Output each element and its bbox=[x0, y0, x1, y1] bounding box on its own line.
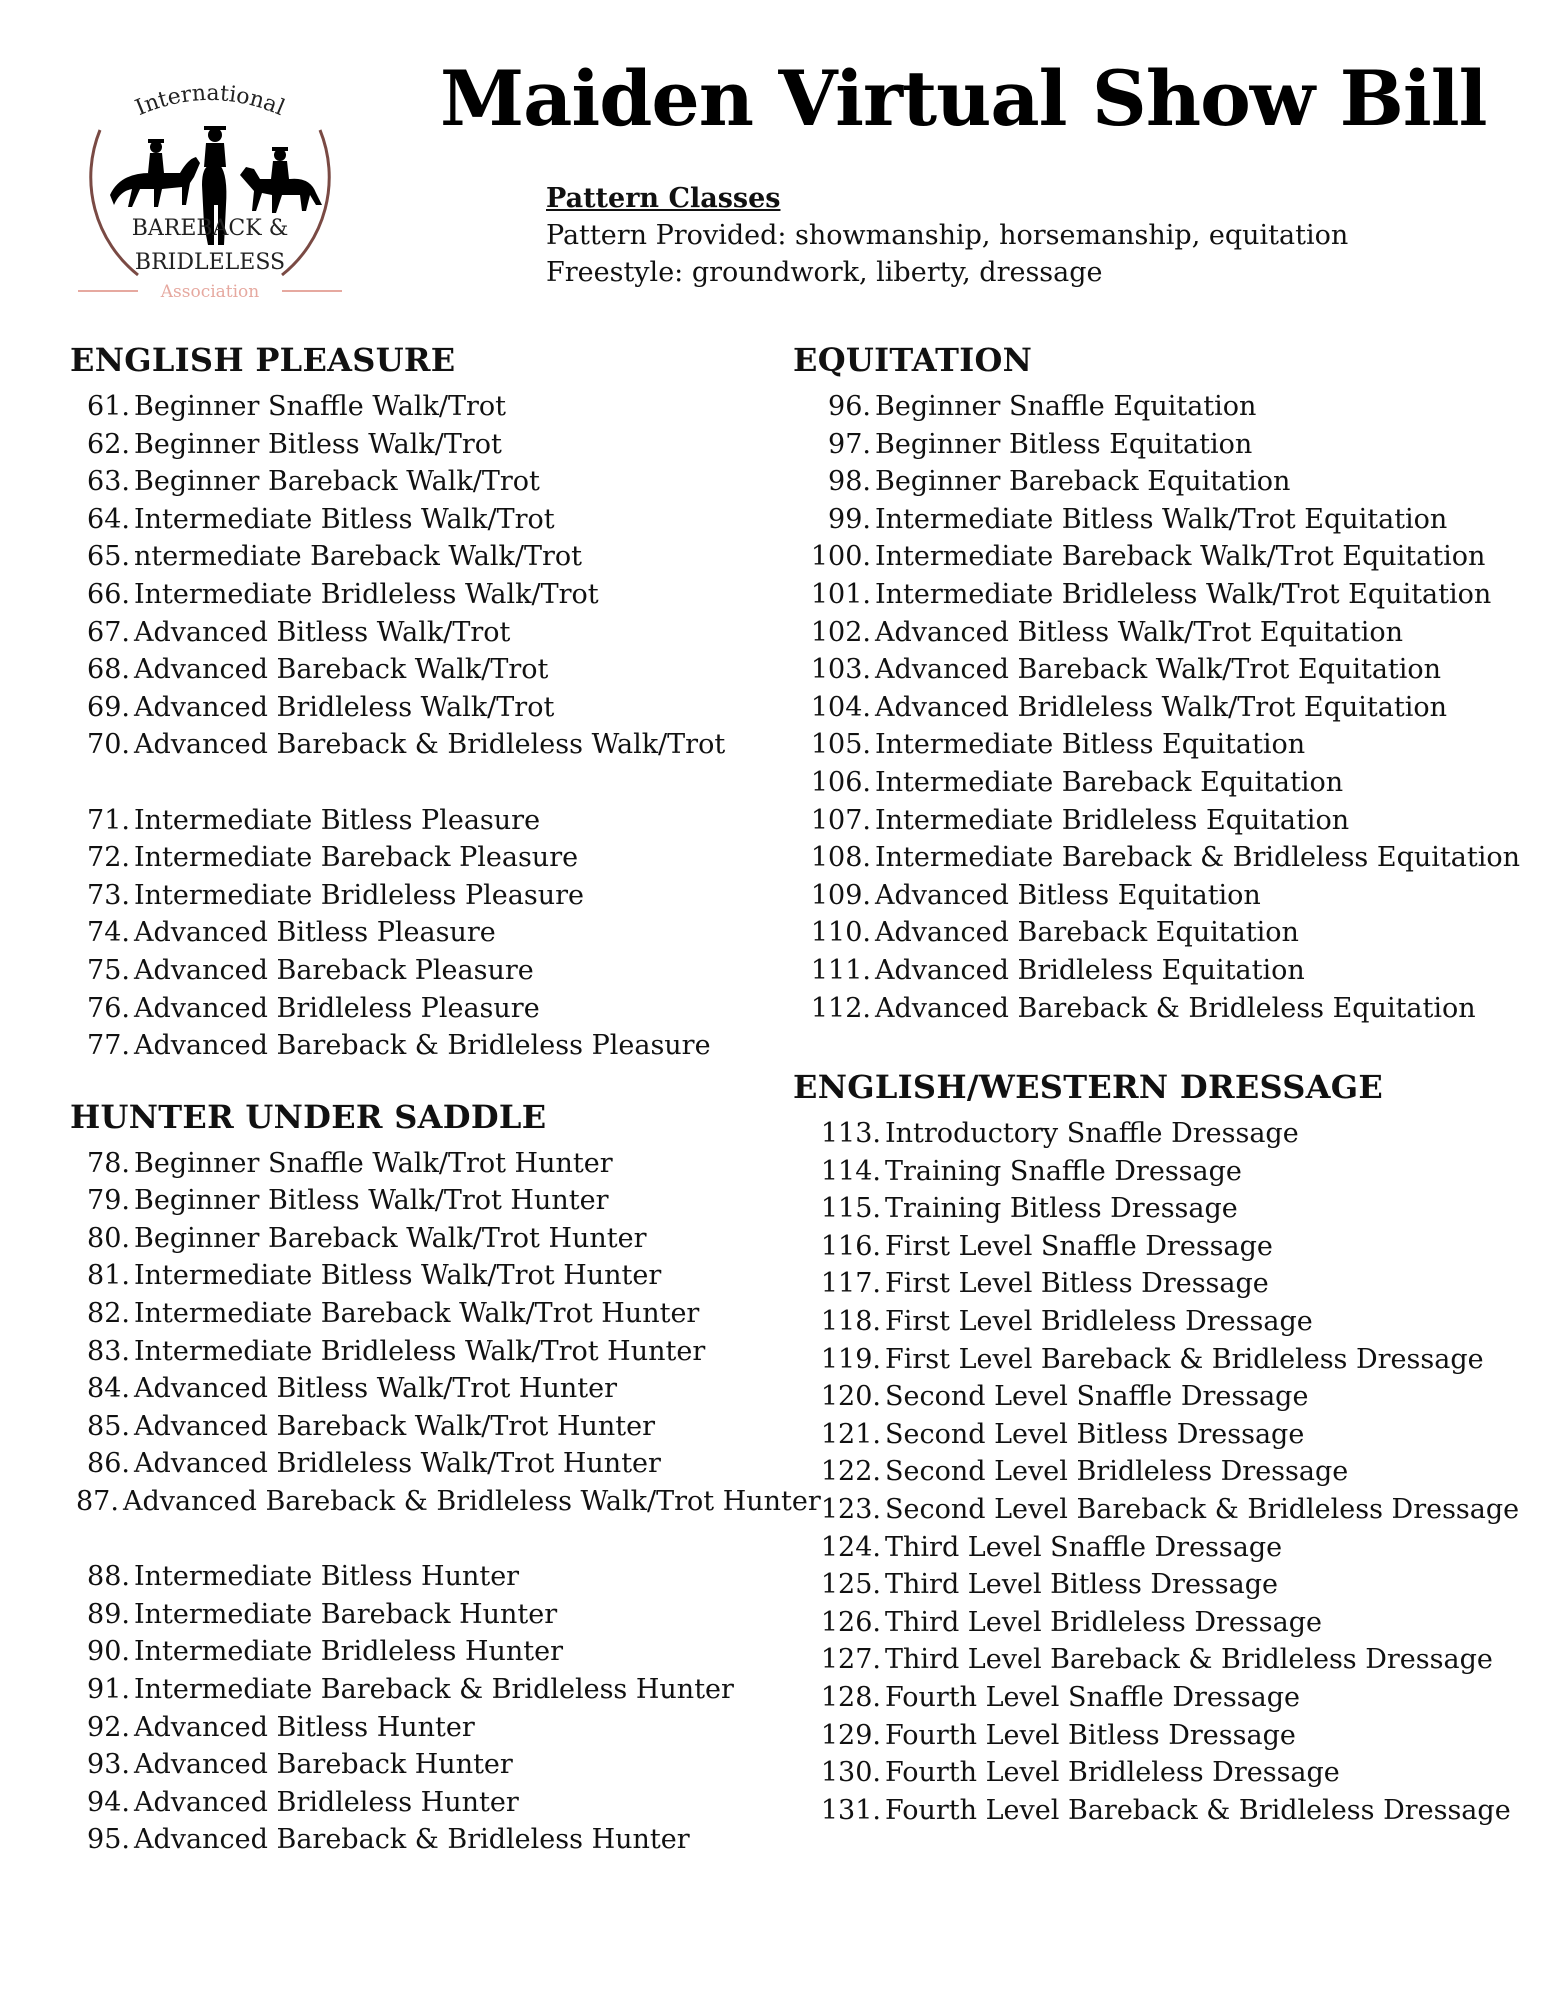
class-number: 99. bbox=[828, 503, 871, 535]
class-item bbox=[793, 839, 1533, 877]
class-item bbox=[70, 689, 790, 727]
class-item bbox=[70, 1784, 790, 1822]
class-number: 63. bbox=[87, 466, 130, 498]
class-number: 126. bbox=[820, 1606, 881, 1638]
class-item bbox=[793, 1453, 1533, 1491]
class-item bbox=[70, 538, 790, 576]
class-item bbox=[793, 689, 1533, 727]
class-name: Beginner Snaffle Equitation bbox=[875, 391, 1257, 422]
class-number: 90. bbox=[87, 1636, 130, 1668]
class-list bbox=[70, 802, 790, 1065]
logo-line2: BRIDLELESS bbox=[134, 250, 286, 275]
class-name: Beginner Bareback Equitation bbox=[875, 466, 1291, 498]
class-item bbox=[70, 388, 790, 426]
class-number: 87. bbox=[76, 1486, 119, 1518]
class-name: Advanced Bitless Walk/Trot Hunter bbox=[134, 1373, 617, 1405]
class-name: Second Level Bareback & Bridleless Dressage bbox=[885, 1494, 1520, 1526]
class-number: 65. bbox=[87, 541, 130, 573]
class-name: First Level Bridleless Dressage bbox=[885, 1306, 1313, 1338]
class-name: Advanced Bridleless Pleasure bbox=[134, 992, 540, 1024]
section-title-dressage: ENGLISH/WESTERN DRESSAGE bbox=[793, 1068, 1384, 1107]
class-name: Second Level Bridleless Dressage bbox=[885, 1456, 1349, 1488]
class-number: 106. bbox=[810, 766, 871, 798]
class-number: 96. bbox=[828, 391, 871, 422]
class-name: Third Level Bareback & Bridleless Dressage bbox=[885, 1644, 1493, 1676]
class-item bbox=[70, 1333, 790, 1371]
class-item bbox=[793, 1792, 1533, 1830]
class-number: 113. bbox=[820, 1118, 881, 1150]
class-name: Beginner Bareback Walk/Trot Hunter bbox=[134, 1222, 647, 1254]
class-number: 77. bbox=[87, 1030, 130, 1062]
class-item bbox=[793, 426, 1533, 464]
class-item bbox=[793, 1679, 1533, 1717]
class-item bbox=[793, 1604, 1533, 1642]
class-item bbox=[793, 1717, 1533, 1755]
class-item bbox=[70, 501, 790, 539]
class-number: 64. bbox=[87, 503, 130, 535]
class-item bbox=[793, 1416, 1533, 1454]
class-name: Advanced Bareback Equitation bbox=[875, 917, 1299, 949]
class-name: Intermediate Bareback Pleasure bbox=[134, 842, 579, 874]
page-title: Maiden Virtual Show Bill bbox=[440, 54, 1487, 143]
class-name: Advanced Bareback & Bridleless Pleasure bbox=[134, 1030, 711, 1062]
class-item bbox=[793, 1566, 1533, 1604]
class-name: Third Level Bitless Dressage bbox=[885, 1569, 1279, 1601]
class-name: Intermediate Bitless Hunter bbox=[134, 1561, 520, 1593]
class-item bbox=[793, 538, 1533, 576]
class-item bbox=[70, 990, 790, 1028]
class-name: Fourth Level Bareback & Bridleless Dressage bbox=[885, 1794, 1511, 1826]
class-name: Advanced Bridleless Walk/Trot bbox=[134, 691, 555, 723]
class-item bbox=[793, 388, 1533, 426]
class-name: Beginner Bareback Walk/Trot bbox=[134, 466, 540, 498]
class-number: 86. bbox=[87, 1448, 130, 1480]
class-item bbox=[793, 1190, 1533, 1228]
class-name: Intermediate Bareback Walk/Trot Equitation bbox=[875, 541, 1486, 573]
class-number: 104. bbox=[810, 691, 871, 723]
class-item bbox=[793, 764, 1533, 802]
class-name: Intermediate Bridleless Pleasure bbox=[134, 879, 584, 911]
class-number: 131. bbox=[820, 1794, 881, 1826]
class-number: 125. bbox=[820, 1569, 881, 1601]
class-name: Intermediate Bitless Pleasure bbox=[134, 804, 541, 836]
class-number: 97. bbox=[828, 428, 871, 460]
class-number: 72. bbox=[87, 842, 130, 874]
class-number: 71. bbox=[87, 804, 130, 836]
class-name: Fourth Level Bitless Dressage bbox=[885, 1719, 1296, 1751]
class-number: 110. bbox=[810, 917, 871, 949]
class-item bbox=[70, 726, 790, 764]
class-number: 92. bbox=[87, 1711, 130, 1743]
class-number: 123. bbox=[820, 1494, 881, 1526]
class-list bbox=[793, 1115, 1533, 1829]
class-name: Beginner Bitless Equitation bbox=[875, 428, 1253, 460]
class-name: Advanced Bridleless Equitation bbox=[875, 954, 1305, 986]
class-number: 122. bbox=[820, 1456, 881, 1488]
class-number: 102. bbox=[810, 616, 871, 648]
logo-graphic bbox=[70, 55, 350, 315]
class-number: 94. bbox=[87, 1786, 130, 1818]
class-item bbox=[793, 952, 1533, 990]
class-item bbox=[793, 877, 1533, 915]
class-number: 115. bbox=[820, 1193, 881, 1225]
class-number: 129. bbox=[820, 1719, 881, 1751]
class-number: 119. bbox=[820, 1343, 881, 1375]
class-number: 80. bbox=[87, 1222, 130, 1254]
class-number: 107. bbox=[810, 804, 871, 836]
class-name: Beginner Snaffle Walk/Trot Hunter bbox=[134, 1147, 613, 1179]
class-number: 93. bbox=[87, 1749, 130, 1781]
class-list bbox=[70, 1145, 821, 1521]
class-item bbox=[70, 614, 790, 652]
class-name: Intermediate Bareback Equitation bbox=[875, 766, 1344, 798]
association-logo bbox=[70, 55, 350, 315]
class-name: Intermediate Bridleless Walk/Trot Hunter bbox=[134, 1335, 706, 1367]
class-item bbox=[70, 1483, 821, 1521]
class-number: 124. bbox=[820, 1531, 881, 1563]
logo-top-text: International bbox=[131, 80, 289, 122]
class-name: Advanced Bitless Equitation bbox=[875, 879, 1261, 911]
class-name: Advanced Bitless Pleasure bbox=[134, 917, 496, 949]
class-item bbox=[70, 1220, 790, 1258]
class-name: First Level Snaffle Dressage bbox=[885, 1230, 1273, 1262]
class-name: Advanced Bareback Hunter bbox=[134, 1749, 513, 1781]
class-number: 114. bbox=[820, 1155, 881, 1187]
class-name: Intermediate Bridleless Walk/Trot bbox=[134, 578, 599, 610]
class-item bbox=[793, 914, 1533, 952]
class-number: 61. bbox=[87, 391, 130, 422]
class-item bbox=[793, 726, 1533, 764]
class-item bbox=[70, 1295, 790, 1333]
class-item bbox=[70, 1596, 790, 1634]
class-name: Intermediate Bitless Walk/Trot bbox=[134, 503, 555, 535]
class-name: First Level Bareback & Bridleless Dressage bbox=[885, 1343, 1484, 1375]
class-name: Intermediate Bitless Walk/Trot Equitation bbox=[875, 503, 1448, 535]
class-name: Intermediate Bareback Hunter bbox=[134, 1598, 558, 1630]
class-name: Intermediate Bareback & Bridleless Hunter bbox=[134, 1674, 734, 1705]
class-number: 74. bbox=[87, 917, 130, 949]
class-item bbox=[70, 576, 790, 614]
class-number: 130. bbox=[820, 1757, 881, 1789]
class-name: Advanced Bareback Walk/Trot Hunter bbox=[134, 1410, 656, 1442]
section-title-equitation: EQUITATION bbox=[793, 341, 1033, 379]
class-number: 98. bbox=[828, 466, 871, 498]
class-item bbox=[70, 952, 790, 990]
class-name: Advanced Bareback Pleasure bbox=[134, 954, 534, 986]
class-item bbox=[793, 463, 1533, 501]
class-item bbox=[793, 1228, 1533, 1266]
class-item bbox=[793, 990, 1533, 1028]
class-number: 70. bbox=[87, 729, 130, 761]
class-name: Advanced Bareback & Bridleless Equitation bbox=[875, 992, 1476, 1024]
class-item bbox=[793, 1641, 1533, 1679]
class-name: First Level Bitless Dressage bbox=[885, 1268, 1269, 1300]
class-name: Third Level Bridleless Dressage bbox=[885, 1606, 1322, 1638]
class-number: 88. bbox=[87, 1561, 130, 1593]
class-name: Fourth Level Snaffle Dressage bbox=[885, 1682, 1300, 1713]
class-item bbox=[70, 1182, 790, 1220]
class-number: 75. bbox=[87, 954, 130, 986]
class-name: Intermediate Bitless Equitation bbox=[875, 729, 1306, 761]
class-item bbox=[793, 1265, 1533, 1303]
class-number: 127. bbox=[820, 1644, 881, 1676]
class-name: Fourth Level Bridleless Dressage bbox=[885, 1757, 1340, 1789]
class-name: Training Snaffle Dressage bbox=[885, 1155, 1242, 1187]
class-name: Advanced Bareback & Bridleless Walk/Trot Hunter bbox=[122, 1486, 821, 1518]
class-name: Advanced Bareback & Bridleless Hunter bbox=[134, 1824, 690, 1856]
class-item bbox=[793, 802, 1533, 840]
class-list bbox=[70, 388, 790, 764]
class-number: 101. bbox=[810, 578, 871, 610]
class-number: 73. bbox=[87, 879, 130, 911]
class-item bbox=[793, 1529, 1533, 1567]
class-number: 67. bbox=[87, 616, 130, 648]
class-number: 118. bbox=[820, 1306, 881, 1338]
class-name: Training Bitless Dressage bbox=[885, 1193, 1238, 1225]
class-name: Advanced Bridleless Walk/Trot Hunter bbox=[134, 1448, 661, 1480]
class-item bbox=[70, 1709, 790, 1747]
class-item bbox=[70, 426, 790, 464]
class-name: Intermediate Bridleless Equitation bbox=[875, 804, 1350, 836]
class-number: 120. bbox=[820, 1381, 881, 1413]
class-number: 91. bbox=[87, 1674, 130, 1705]
class-name: Advanced Bridleless Hunter bbox=[134, 1786, 519, 1818]
class-number: 84. bbox=[87, 1373, 130, 1405]
class-number: 128. bbox=[820, 1682, 881, 1713]
class-number: 76. bbox=[87, 992, 130, 1024]
class-item bbox=[793, 1378, 1533, 1416]
class-item bbox=[793, 501, 1533, 539]
class-item bbox=[70, 914, 790, 952]
class-number: 79. bbox=[87, 1185, 130, 1217]
class-item bbox=[70, 1370, 790, 1408]
logo-line1: BAREBACK & bbox=[131, 216, 289, 241]
class-name: Advanced Bareback & Bridleless Walk/Trot bbox=[134, 729, 726, 761]
class-name: Advanced Bareback Walk/Trot Equitation bbox=[875, 654, 1442, 686]
pattern-provided: Pattern Provided: showmanship, horsemanship, equitation bbox=[546, 220, 1349, 251]
class-item bbox=[70, 1633, 790, 1671]
class-name: Advanced Bareback Walk/Trot bbox=[134, 654, 549, 686]
class-item bbox=[70, 1746, 790, 1784]
class-name: Beginner Bitless Walk/Trot Hunter bbox=[134, 1185, 609, 1217]
class-name: Second Level Snaffle Dressage bbox=[885, 1381, 1309, 1413]
class-item bbox=[70, 1558, 790, 1596]
class-item bbox=[793, 1754, 1533, 1792]
class-name: Intermediate Bareback Walk/Trot Hunter bbox=[134, 1298, 700, 1330]
class-item bbox=[793, 1115, 1533, 1153]
class-item bbox=[793, 651, 1533, 689]
class-name: Second Level Bitless Dressage bbox=[885, 1418, 1305, 1450]
class-name: Introductory Snaffle Dressage bbox=[885, 1118, 1299, 1150]
pattern-info bbox=[546, 180, 1348, 291]
class-number: 111. bbox=[810, 954, 871, 986]
class-number: 81. bbox=[87, 1260, 130, 1292]
section-title-hunter-under-saddle: HUNTER UNDER SADDLE bbox=[70, 1097, 547, 1136]
class-item bbox=[70, 1821, 790, 1859]
class-number: 109. bbox=[810, 879, 871, 911]
class-name: Advanced Bitless Walk/Trot Equitation bbox=[875, 616, 1404, 648]
class-number: 103. bbox=[810, 654, 871, 686]
class-name: ntermediate Bareback Walk/Trot bbox=[134, 541, 583, 573]
class-item bbox=[70, 1671, 790, 1709]
class-item bbox=[793, 576, 1533, 614]
class-name: Advanced Bridleless Walk/Trot Equitation bbox=[875, 691, 1447, 723]
class-item bbox=[793, 1303, 1533, 1341]
class-item bbox=[793, 614, 1533, 652]
class-list bbox=[70, 1558, 790, 1859]
class-number: 117. bbox=[820, 1268, 881, 1300]
class-item bbox=[793, 1153, 1533, 1191]
class-item bbox=[70, 1445, 790, 1483]
pattern-heading: Pattern Classes bbox=[546, 183, 781, 214]
class-number: 78. bbox=[87, 1147, 130, 1179]
class-name: Intermediate Bareback & Bridleless Equitation bbox=[875, 842, 1520, 874]
class-number: 89. bbox=[87, 1598, 130, 1630]
class-name: Intermediate Bridleless Hunter bbox=[134, 1636, 564, 1668]
class-number: 83. bbox=[87, 1335, 130, 1367]
class-item bbox=[70, 1145, 790, 1183]
class-item bbox=[70, 651, 790, 689]
left-column bbox=[70, 340, 821, 1859]
class-item bbox=[793, 1341, 1533, 1379]
class-item bbox=[70, 463, 790, 501]
class-number: 112. bbox=[810, 992, 871, 1024]
pattern-freestyle: Freestyle: groundwork, liberty, dressage bbox=[546, 257, 1103, 288]
class-name: Beginner Snaffle Walk/Trot bbox=[134, 391, 506, 422]
class-number: 62. bbox=[87, 428, 130, 460]
class-item bbox=[70, 839, 790, 877]
class-item bbox=[70, 1408, 790, 1446]
class-number: 121. bbox=[820, 1418, 881, 1450]
class-item bbox=[70, 802, 790, 840]
class-item bbox=[70, 1027, 790, 1065]
class-number: 108. bbox=[810, 842, 871, 874]
class-number: 82. bbox=[87, 1298, 130, 1330]
section-title-english-pleasure: ENGLISH PLEASURE bbox=[70, 341, 456, 379]
class-item bbox=[70, 877, 790, 915]
class-item bbox=[793, 1491, 1533, 1529]
class-name: Beginner Bitless Walk/Trot bbox=[134, 428, 502, 460]
class-number: 68. bbox=[87, 654, 130, 686]
logo-sub: Association bbox=[160, 282, 260, 302]
class-number: 66. bbox=[87, 578, 130, 610]
class-name: Third Level Snaffle Dressage bbox=[885, 1531, 1283, 1563]
class-list bbox=[793, 388, 1533, 1027]
class-number: 85. bbox=[87, 1410, 130, 1442]
class-number: 95. bbox=[87, 1824, 130, 1856]
right-column bbox=[793, 340, 1533, 1829]
class-name: Advanced Bitless Hunter bbox=[134, 1711, 475, 1743]
class-number: 100. bbox=[810, 541, 871, 573]
class-number: 105. bbox=[810, 729, 871, 761]
class-name: Advanced Bitless Walk/Trot bbox=[134, 616, 511, 648]
class-name: Intermediate Bitless Walk/Trot Hunter bbox=[134, 1260, 662, 1292]
class-item bbox=[70, 1257, 790, 1295]
class-number: 116. bbox=[820, 1230, 881, 1262]
class-number: 69. bbox=[87, 691, 130, 723]
class-name: Intermediate Bridleless Walk/Trot Equitation bbox=[875, 578, 1492, 610]
